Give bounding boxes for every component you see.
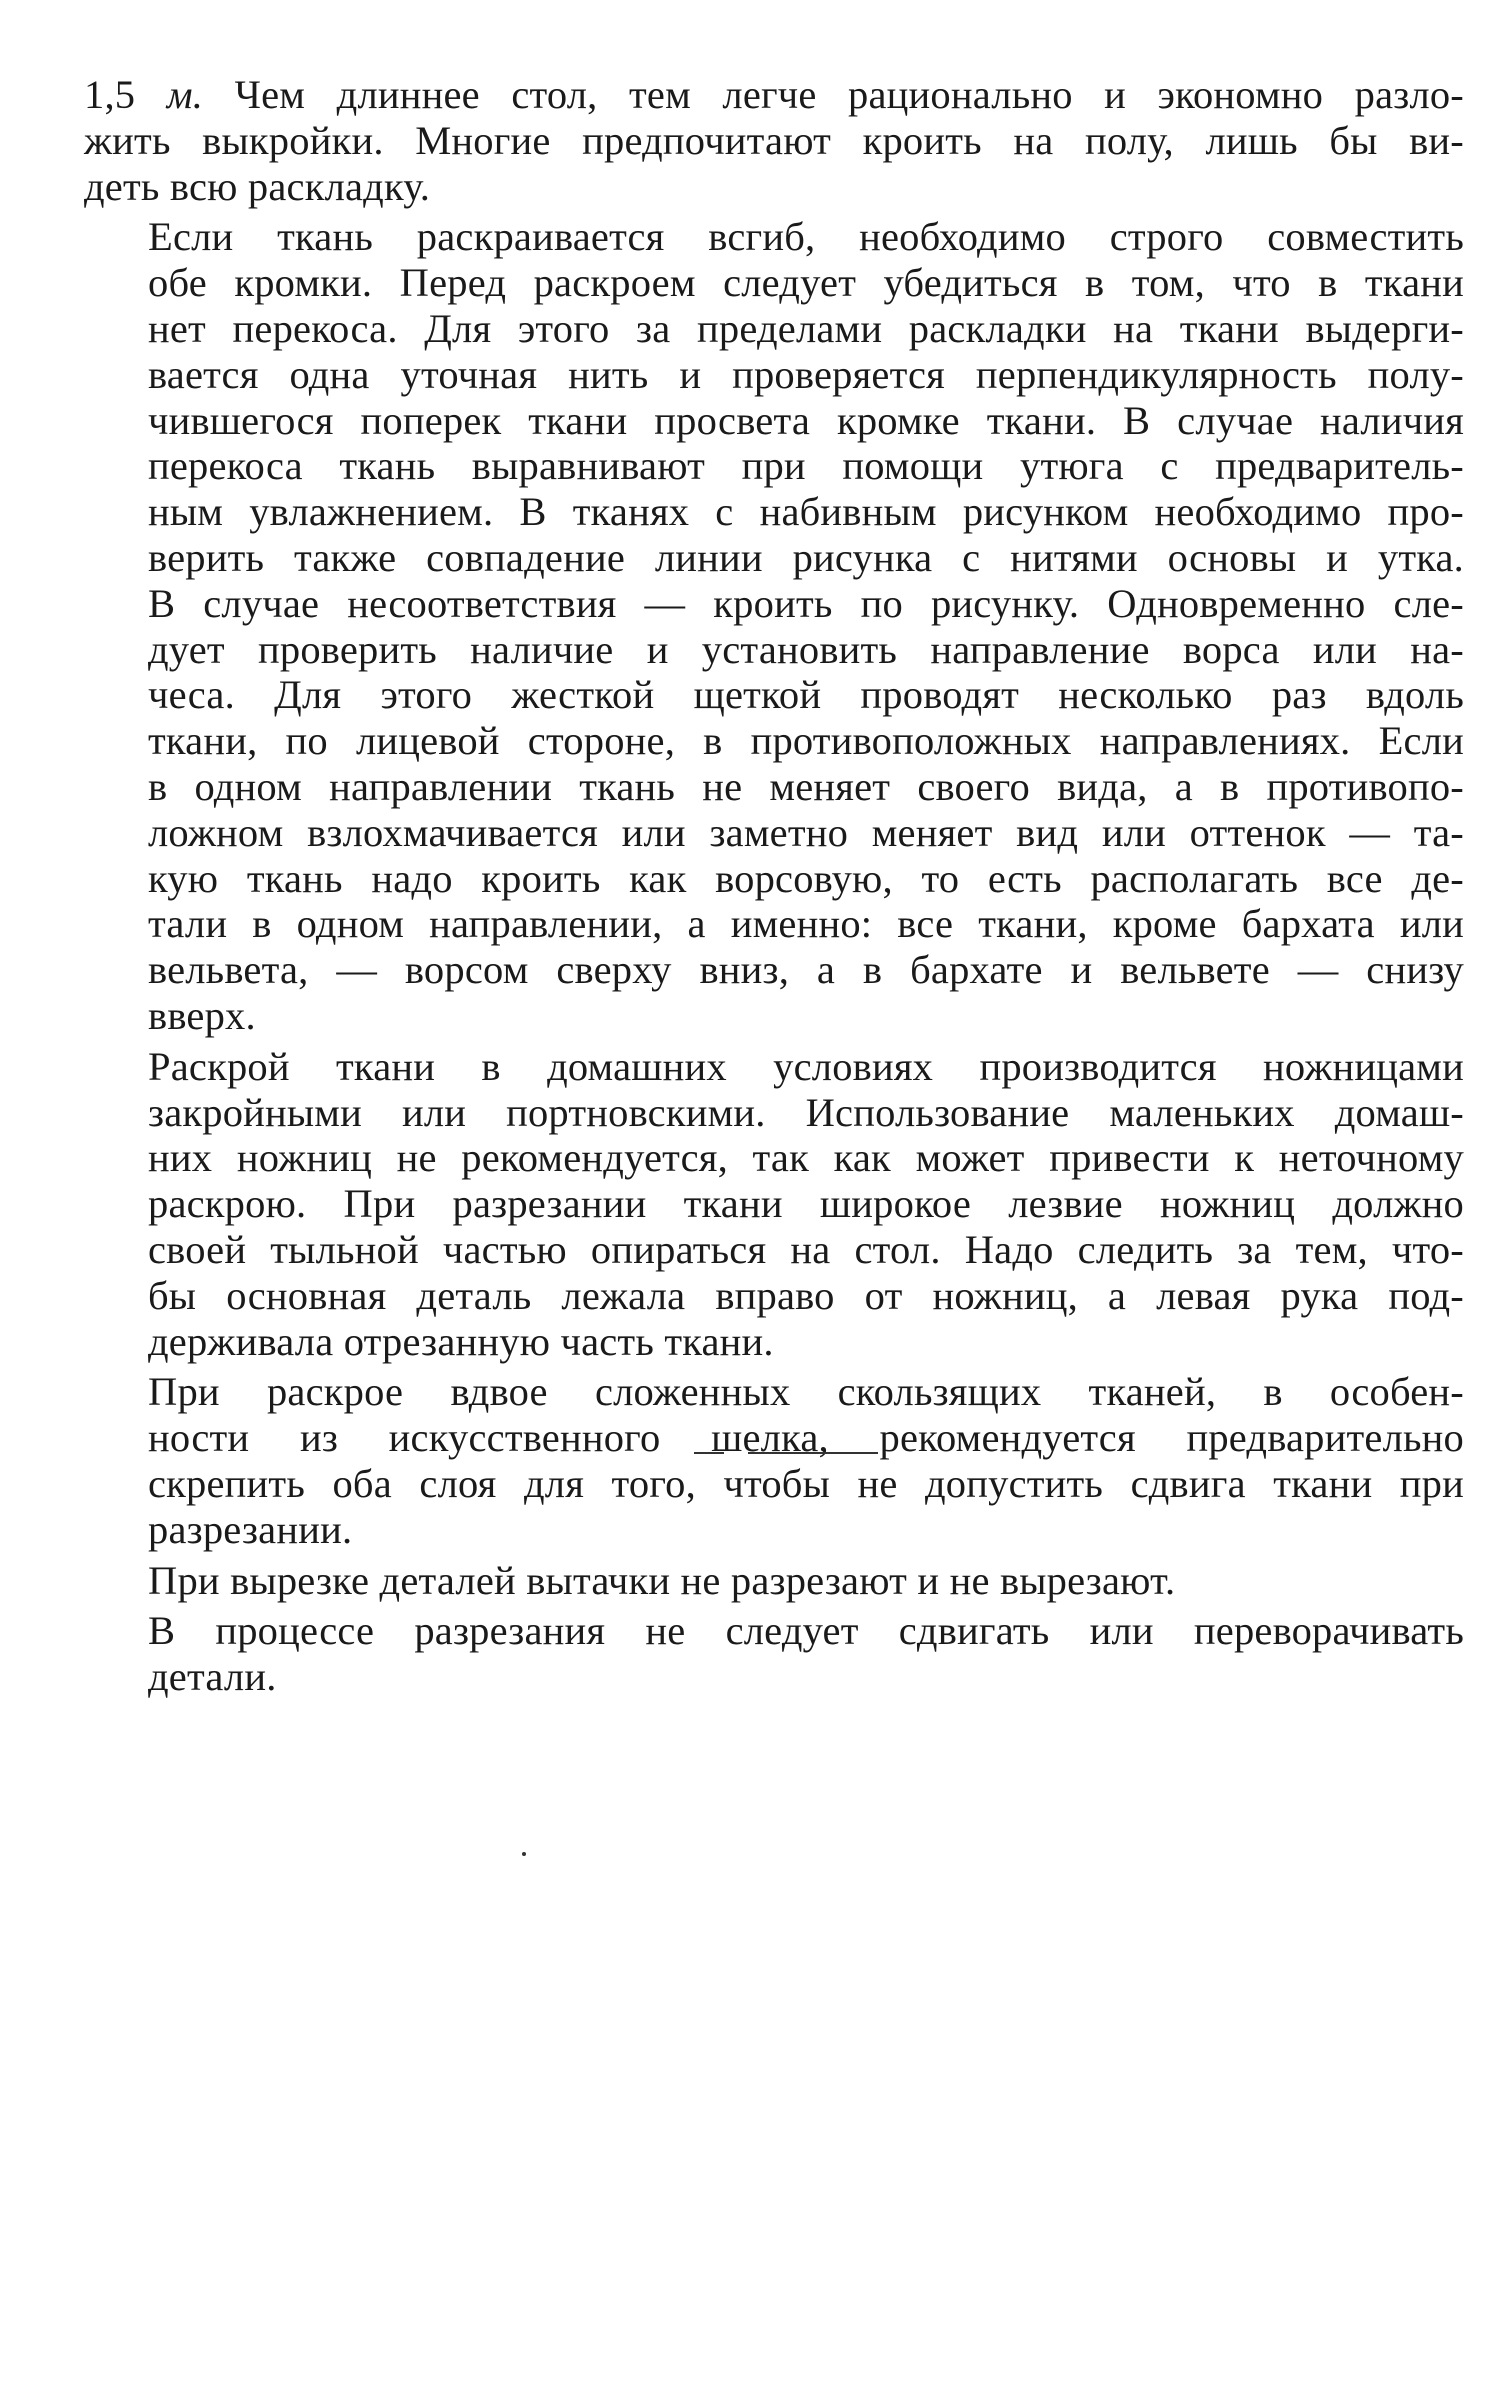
text-line: ложном взлохмачивается или заметно меняет вид или оттенок — та- [148, 809, 1464, 855]
text-line: чившегося поперек ткани просвета кромке ткани. В случае наличия [148, 397, 1464, 443]
text-line: Если ткань раскраивается всгиб, необходимо строго совместить [148, 214, 1464, 260]
text-line: раскрою. При разрезании ткани широкое лезвие ножниц должно [148, 1181, 1464, 1227]
text-line: жить выкройки. Многие предпочитают кроить на полу, лишь бы ви- [84, 117, 1464, 163]
paragraph-5 [84, 1558, 1464, 1604]
text-line: скрепить оба слоя для того, чтобы не допустить сдвига ткани при [148, 1460, 1464, 1506]
text-line: перекоса ткань выравнивают при помощи утюга с предваритель- [148, 443, 1464, 489]
text-line: разрезании. [148, 1506, 353, 1552]
text-line: ности из искусственного шелка, рекомендуется предварительно [148, 1415, 1464, 1461]
paragraph-4 [84, 1369, 1464, 1552]
text-line: своей тыльной частью опираться на стол. Надо следить за тем, что- [148, 1226, 1464, 1272]
text-line: верить также совпадение линии рисунка с нитями основы и утка. [148, 534, 1464, 580]
unit-meter: м. [166, 72, 204, 117]
text-line: чеса. Для этого жесткой щеткой проводят несколько раз вдоль [148, 672, 1464, 718]
paragraph-1 [84, 72, 1464, 209]
text-line: При вырезке деталей вытачки не разрезают и не вырезают. [148, 1557, 1176, 1603]
text-line: в одном направлении ткань не меняет своего вида, а в противопо- [148, 763, 1464, 809]
text-line: В случае несоответствия — кроить по рисунку. Одновременно сле- [148, 580, 1464, 626]
text-line: При раскрое вдвое сложенных скользящих тканей, в особен- [148, 1369, 1464, 1415]
text-line: ткани, по лицевой стороне, в противоположных направлениях. Если [148, 718, 1464, 764]
rule-long-segment [748, 1452, 878, 1454]
text-line: них ножниц не рекомендуется, так как может привести к неточному [148, 1135, 1464, 1181]
text-line: В процессе разрезания не следует сдвигать или переворачивать [148, 1608, 1464, 1654]
print-speck [522, 1852, 526, 1856]
text-line: Раскрой ткани в домашних условиях производится ножницами [148, 1043, 1464, 1089]
text-line: кую ткань надо кроить как ворсовую, то есть располагать все де- [148, 855, 1464, 901]
paragraph-6 [84, 1608, 1464, 1700]
text-line: детали. [148, 1654, 277, 1700]
text-line: держивала отрезанную часть ткани. [148, 1318, 774, 1364]
paragraph-3 [84, 1044, 1464, 1365]
text-line: бы основная деталь лежала вправо от ножниц, а левая рука под- [148, 1272, 1464, 1318]
text-line: деть всю раскладку. [84, 163, 431, 209]
text-line: дует проверить наличие и установить направление ворса или на- [148, 626, 1464, 672]
text-line: закройными или портновскими. Использование маленьких домаш- [148, 1089, 1464, 1135]
text-line: вельвета, — ворсом сверху вниз, а в бархате и вельвете — снизу [148, 947, 1464, 993]
rule-short-segment [694, 1452, 724, 1454]
text-line: нет перекоса. Для этого за пределами раскладки на ткани выдерги- [148, 305, 1464, 351]
text-line: тали в одном направлении, а именно: все ткани, кроме бархата или [148, 901, 1464, 947]
text-line: 1,5 м. Чем длиннее стол, тем легче рационально и экономно разло- [84, 72, 1464, 117]
body-text [84, 72, 1464, 1705]
text-line: вается одна уточная нить и проверяется перпендикулярность полу- [148, 351, 1464, 397]
text-line: обе кромки. Перед раскроем следует убедиться в том, что в ткани [148, 260, 1464, 306]
text-line: ным увлажнением. В тканях с набивным рисунком необходимо про- [148, 489, 1464, 535]
text-line: вверх. [148, 992, 256, 1038]
paragraph-2 [84, 214, 1464, 1038]
